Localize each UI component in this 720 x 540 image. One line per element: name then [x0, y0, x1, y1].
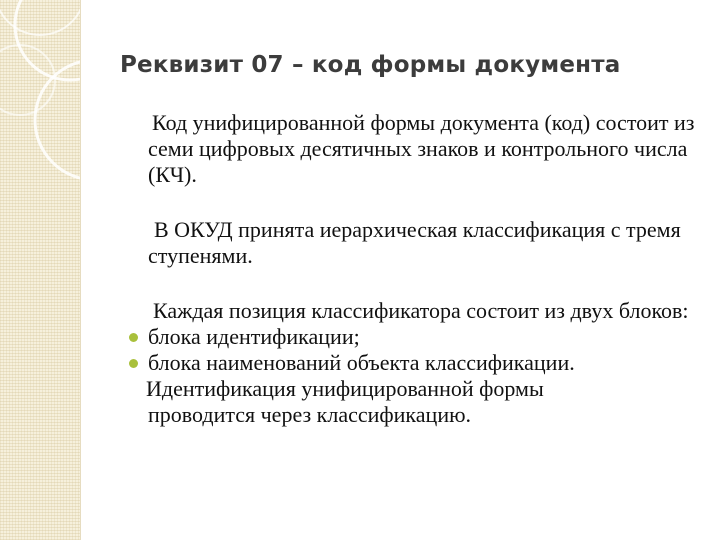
bullet-text: блока наименований объекта классификации. — [148, 350, 575, 375]
slide-title: Реквизит 07 – код формы документа — [120, 52, 621, 78]
side-panel-edge — [80, 0, 81, 540]
bullet-dot-icon — [129, 333, 138, 342]
paragraph-okud-classification: В ОКУД принята иерархическая классификация с тремя ступенями. — [148, 217, 681, 268]
list-item — [148, 350, 708, 376]
decorative-circles — [0, 0, 80, 540]
paragraph-classifier-position: Каждая позиция классификатора состоит из двух блоков: — [153, 298, 689, 323]
paragraph-code-description: Код унифицированной формы документа (код) состоит из семи цифровых десятичных знаков и контрольного числа (КЧ). — [148, 110, 695, 187]
paragraph-identification-line1: Идентификация унифицированной формы — [146, 376, 544, 401]
paragraph-identification-line2: проводится через классификацию. — [148, 402, 472, 427]
list-item — [148, 324, 708, 350]
slide-body — [148, 110, 708, 428]
bullet-dot-icon — [129, 359, 138, 368]
bullet-text: блока идентификации; — [148, 324, 360, 349]
decorative-side-panel — [0, 0, 80, 540]
